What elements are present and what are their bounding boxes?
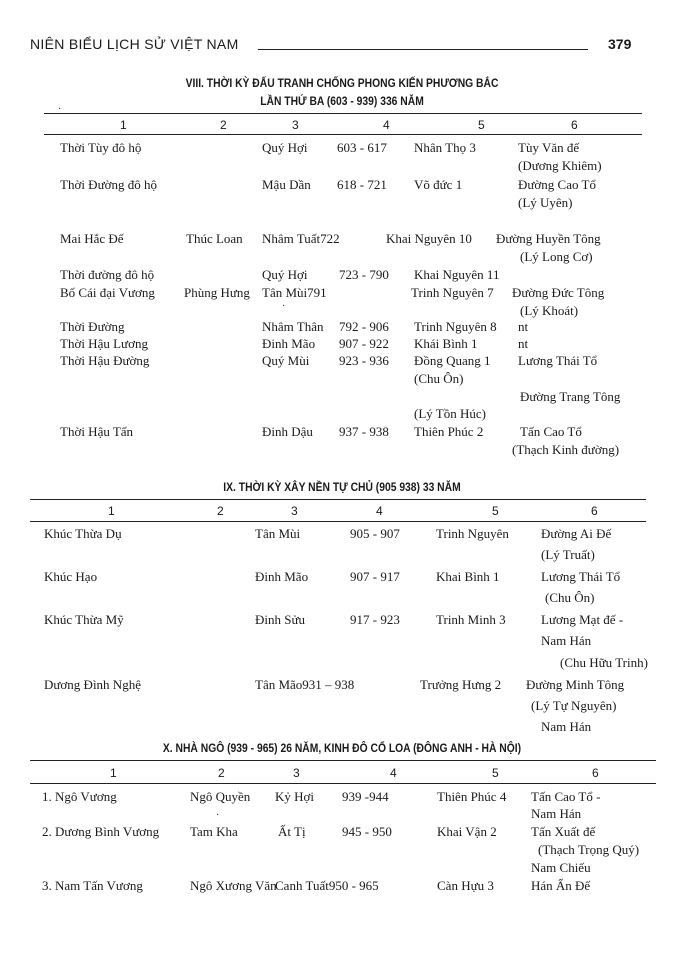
table-row: Khúc Thừa Mỹ [44,612,124,627]
cell-year-name: Nhâm Tuất722 [262,231,340,246]
cell-years: 618 - 721 [337,177,387,192]
cell-years: 905 - 907 [350,526,400,541]
cell-era: Nhân Thọ 3 [414,140,476,155]
cell-era: Khái Bình 1 [414,336,478,351]
cell-era: Thiên Phúc 2 [414,424,484,439]
cell-years: 792 - 906 [339,319,389,334]
cell-dynasty: Hán Ẩn Đế [531,878,591,893]
table-row: Dương Đình Nghệ [44,677,141,692]
table-row: 3. Nam Tấn Vương [42,878,143,893]
cell-dynasty-note: (Dương Khiêm) [518,158,602,173]
header-rule [258,49,588,50]
cell-years: 907 - 917 [350,569,400,584]
running-header: NIÊN BIỂU LỊCH SỬ VIỆT NAM [30,36,239,52]
cell-dynasty: Lương Mạt đế - [541,612,624,627]
table-header-rule [30,521,646,522]
cell-years: 945 - 950 [342,824,392,839]
col-header-3: 3 [293,766,300,780]
table-row: Khúc Thừa Dụ [44,526,122,541]
cell-years: 907 - 922 [339,336,389,351]
cell-era: Càn Hựu 3 [437,878,494,893]
cell-era: Trưởng Hưng 2 [420,677,502,692]
cell-dynasty-note: (Chu Hữu Trinh) [560,655,648,670]
col-header-6: 6 [592,766,599,780]
cell-year-name: Quý Hợi [262,140,308,155]
cell-dynasty-note: Đường Trang Tông [520,389,621,404]
section-ix-title: IX. THỜI KỲ XÂY NỀN TỰ CHỦ (905 938) 33 NĂM [223,480,461,494]
col-header-6: 6 [591,504,598,518]
cell-dynasty-note: (Thạch Trọng Quý) [538,842,640,857]
ink-mark: · [282,301,286,312]
table-row: Thời Hậu Tấn [60,424,134,439]
col-header-4: 4 [376,504,383,518]
col-header-5: 5 [492,504,499,518]
table-row: Bố Cái đại Vương [60,285,155,300]
cell-dynasty-note: (Lý Truất) [541,547,595,562]
col-header-2: 2 [220,118,227,132]
cell-dynasty: Đường Đức Tông [512,285,605,300]
section-x-title: X. NHÀ NGÔ (939 - 965) 26 NĂM, KINH ĐÔ CỔ LOA (ĐÔNG ANH - HÀ NỘI) [162,741,522,755]
cell-era: Trinh Nguyên 8 [414,319,497,334]
table-row: 2. Dương Bình Vương [42,824,160,839]
cell-years: 723 - 790 [339,267,389,282]
cell-year-name: Mậu Dần [262,177,311,192]
cell-year-name: Quý Hợi [262,267,308,282]
cell-dynasty: Tấn Cao Tổ [520,424,582,439]
cell-era: Khai Nguyên 10 [386,231,472,246]
col-header-4: 4 [390,766,397,780]
cell-dynasty: Lương Thái Tổ [518,353,598,368]
table-row: Thời Tùy đô hộ [60,140,142,155]
cell-era: Đồng Quang 1 [414,353,491,368]
cell-dynasty-note: (Lý Uyên) [518,195,573,210]
table-top-rule [30,760,656,761]
cell-era: Trinh Minh 3 [436,612,506,627]
cell-dynasty: Tấn Cao Tổ - [531,789,601,804]
cell-dynasty: Đường Cao Tổ [518,177,596,192]
cell-name: Ngô Xương Văn [190,878,277,893]
section-viii-title: VIII. THỜI KỲ ĐẤU TRANH CHỐNG PHONG KIẾN PHƯƠNG BẮC [185,76,499,90]
cell-dynasty: nt [518,336,529,351]
table-row: Thời Hậu Đường [60,353,150,368]
cell-dynasty: Tùy Văn đế [518,140,580,155]
col-header-5: 5 [492,766,499,780]
table-header-rule [30,783,656,784]
cell-year-name: Canh Tuất950 - 965 [275,878,379,893]
cell-year-name: Đinh Mão [262,336,316,351]
cell-year-name: Đinh Mão [255,569,309,584]
cell-years: 917 - 923 [350,612,400,627]
cell-dynasty: Đường Minh Tông [526,677,625,692]
col-header-6: 6 [571,118,578,132]
cell-era-note: (Chu Ôn) [414,371,464,386]
cell-dynasty-note: (Chu Ôn) [545,590,595,605]
col-header-2: 2 [218,766,225,780]
cell-dynasty-note: Nam Chiếu [531,860,591,875]
table-top-rule [44,113,642,114]
ink-mark: · [216,810,220,821]
section-viii-subtitle: LẦN THỨ BA (603 - 939) 336 NĂM [260,94,424,108]
cell-year-name: Đinh Sửu [255,612,306,627]
cell-year-name: Quý Mùi [262,353,310,368]
cell-year-name: Tân Mão931 – 938 [255,677,355,692]
cell-era: Trinh Nguyên 7 [411,285,494,300]
cell-dynasty: nt [518,319,529,334]
col-header-2: 2 [217,504,224,518]
cell-year-name: Kỷ Hợi [275,789,315,804]
col-header-1: 1 [120,118,127,132]
col-header-4: 4 [383,118,390,132]
table-row: Thời Đường [60,319,125,334]
cell-dynasty: Lương Thái Tổ [541,569,621,584]
cell-name: Tam Kha [190,824,238,839]
cell-years: 939 -944 [342,789,389,804]
cell-dynasty: Đường Ai Đế [541,526,612,541]
table-row: Thời Đường đô hộ [60,177,157,192]
cell-era: Khai Vận 2 [437,824,497,839]
table-row: Khúc Hạo [44,569,98,584]
cell-name: Phùng Hưng [184,285,250,300]
cell-year-name: Ất Tị [278,824,306,839]
cell-name: Thúc Loan [186,231,243,246]
col-header-3: 3 [291,504,298,518]
cell-dynasty-note: (Lý Tự Nguyên) [531,698,617,713]
cell-era: Khai Bình 1 [436,569,500,584]
table-row: Thời Hậu Lương [60,336,148,351]
cell-dynasty-note: (Thạch Kinh đường) [512,442,620,457]
ink-mark: · [58,104,62,115]
table-row: 1. Ngô Vương [42,789,117,804]
cell-dynasty-note: Nam Hán [531,806,582,821]
page-number: 379 [608,36,632,52]
col-header-5: 5 [478,118,485,132]
col-header-1: 1 [108,504,115,518]
cell-era: Thiên Phúc 4 [437,789,507,804]
table-row: Thời đường đô hộ [60,267,155,282]
cell-dynasty: Đường Huyền Tông [496,231,601,246]
cell-era: Khai Nguyên 11 [414,267,500,282]
cell-year-name: Nhâm Thân [262,319,324,334]
cell-dynasty-note: (Lý Long Cơ) [520,249,593,264]
table-top-rule [30,499,646,500]
cell-era-note: (Lý Tồn Húc) [414,406,486,421]
cell-year-name: Tân Mùi791 [262,285,327,300]
cell-year-name: Tân Mùi [255,526,301,541]
table-header-rule [44,134,642,135]
cell-name: Ngô Quyền [190,789,251,804]
cell-year-name: Đinh Dậu [262,424,313,439]
table-row: Mai Hắc Đế [60,231,124,246]
cell-dynasty-note: (Lý Khoát) [520,303,579,318]
col-header-3: 3 [292,118,299,132]
cell-years: 603 - 617 [337,140,387,155]
cell-years: 923 - 936 [339,353,389,368]
cell-years: 937 - 938 [339,424,389,439]
cell-era: Trinh Nguyên [436,526,509,541]
cell-dynasty-note: Nam Hán [541,633,592,648]
cell-era: Võ đức 1 [414,177,463,192]
col-header-1: 1 [110,766,117,780]
cell-dynasty-note: Nam Hán [541,719,592,734]
cell-dynasty: Tấn Xuất đế [531,824,596,839]
